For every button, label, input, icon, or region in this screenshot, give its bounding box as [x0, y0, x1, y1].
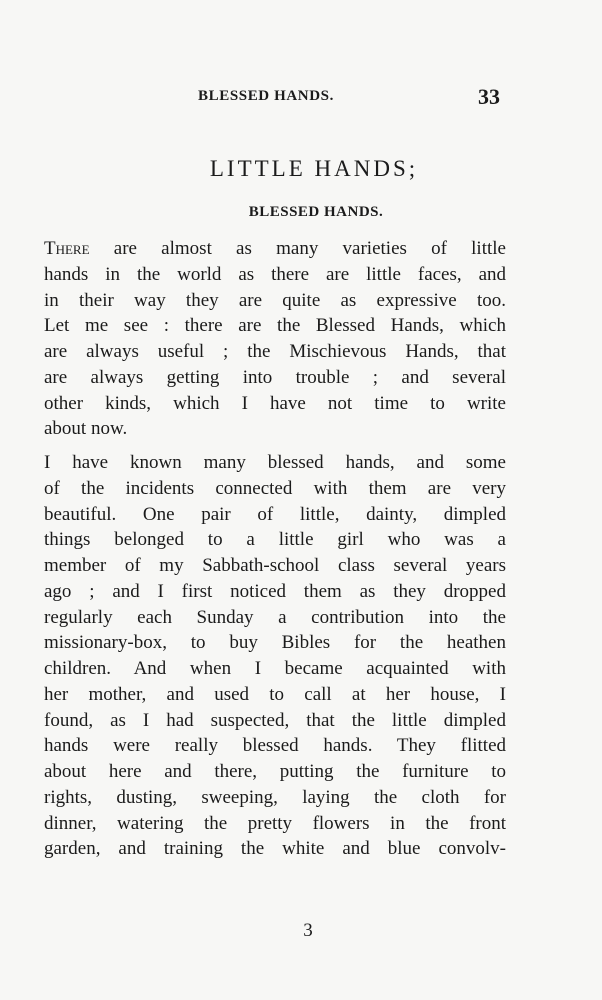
text-line: about here and there, putting the furniture to — [44, 761, 506, 782]
text-line: member of my Sabbath-school class several years — [44, 555, 506, 576]
text-line: dinner, watering the pretty flowers in the front — [44, 812, 506, 834]
text-line: her mother, and used to call at her house, I — [44, 683, 506, 705]
text-line: rights, dusting, sweeping, laying the cloth for — [44, 786, 506, 808]
text-line: garden, and training the white and blue convolv- — [44, 838, 506, 860]
text-line: are always getting into trouble ; and several — [44, 366, 506, 388]
text-line: are always useful ; the Mischievous Hands, that — [44, 341, 506, 362]
dropcap-word: There — [44, 238, 90, 259]
text-line: missionary-box, to buy Bibles for the heathen — [44, 632, 506, 654]
text-line: found, as I had suspected, that the little dimpled — [44, 709, 506, 731]
running-head: BLESSED HANDS. — [198, 88, 334, 104]
chapter-title: LITTLE HANDS; — [209, 156, 419, 181]
text-line: other kinds, which I have not time to write — [44, 392, 506, 414]
text-line: of the incidents connected with them are very — [44, 477, 506, 499]
text-line: regularly each Sunday a contribution into the — [44, 606, 506, 628]
page-number: 33 — [478, 84, 500, 109]
body-text — [44, 236, 506, 862]
text-line: children. And when I became acquainted with — [44, 658, 506, 679]
text-line: Let me see : there are the Blessed Hands, which — [44, 315, 506, 337]
text-line: in their way they are quite as expressive too. — [44, 289, 506, 311]
signature-mark: 3 — [303, 920, 313, 941]
text-line: ago ; and I first noticed them as they dropped — [44, 580, 506, 602]
text-line: I have known many blessed hands, and some — [44, 452, 506, 473]
text-line: about now. — [44, 418, 128, 440]
text-line: hands were really blessed hands. They flitted — [44, 735, 506, 757]
text-line: There are almost as many varieties of little — [44, 238, 506, 259]
text-line: things belonged to a little girl who was a — [44, 529, 506, 551]
text-line: beautiful. One pair of little, dainty, dimpled — [44, 503, 506, 525]
chapter-subtitle: BLESSED HANDS. — [248, 204, 384, 220]
text-line: hands in the world as there are little faces, and — [44, 263, 506, 285]
